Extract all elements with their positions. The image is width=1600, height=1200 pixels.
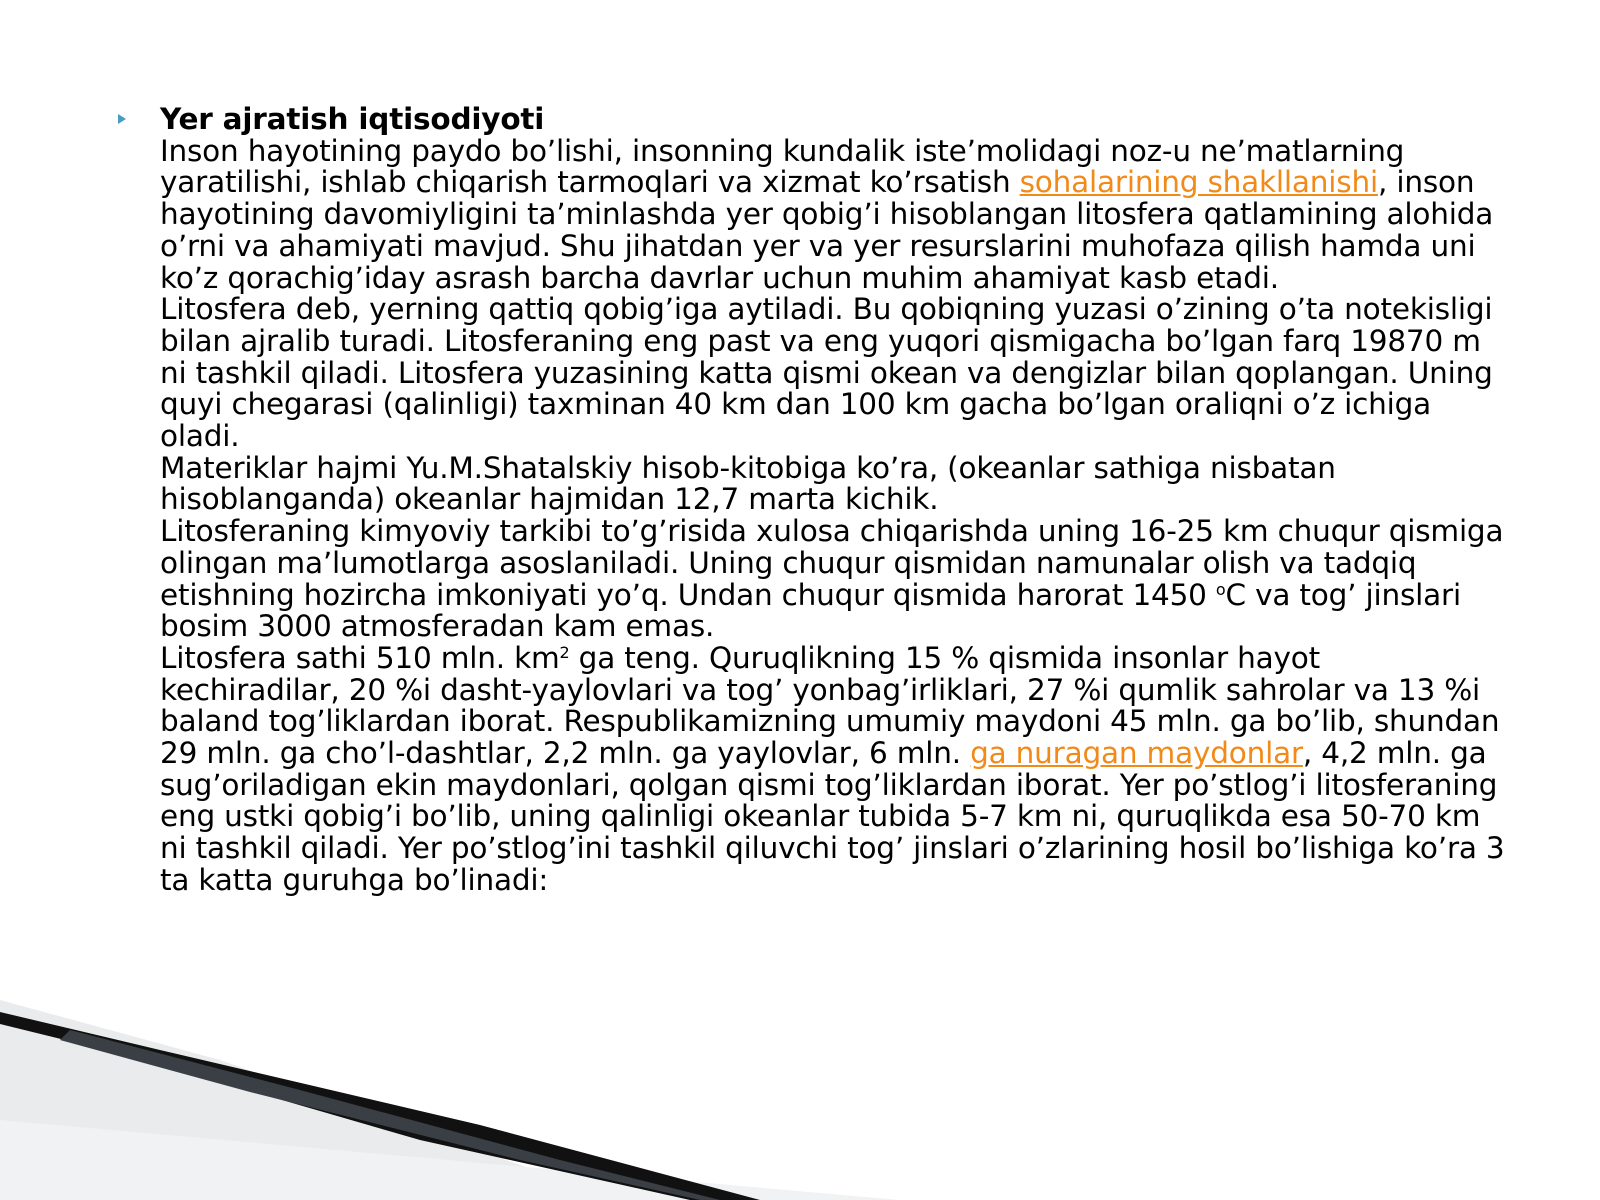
paragraph-1-text-a: Inson hayotining paydo bo’lishi, insonning kundalik iste’molidagi noz-u ne’matlarning yaratilishi, ishlab chiqarish tarmoqlari va xizmat ko’rsatish <box>160 133 1405 200</box>
link-sohalarining-shakllanishi[interactable]: sohalarining shakllanishi <box>1019 165 1378 200</box>
slide-heading: Yer ajratish iqtisodiyoti <box>160 102 545 136</box>
paragraph-5-text-b: ga teng. Quruqlikning 15 % qismida insonlar hayot kechiradilar, 20 %i dasht-yaylovlari va tog’ yonbag’irliklari, 27 %i qumlik sahrolar va 13 %i baland tog’liklardan iborat. Respublikamizning umumiy maydoni 45 mln. ga bo’lib, shundan 29 mln. ga cho’l-dashtlar, 2,2 mln. ga yaylovlar, 6 mln. <box>160 640 1500 771</box>
paragraph-3: Materiklar hajmi Yu.M.Shatalskiy hisob-kitobiga ko’ra, (okeanlar sathiga nisbatan hisoblanganda) okeanlar hajmidan 12,7 marta kichik. <box>160 450 1336 517</box>
paragraph-5-text-c: , 4,2 mln. ga sug’oriladigan ekin maydonlari, qolgan qismi tog’liklardan iborat. Yer po’stlog’i litosferaning eng ustki qobig’i bo’lib, uning qalinligi okeanlar tubida 5-7 km ni, quruqlikda esa 50-70 km ni tashkil qiladi. Yer po’stlog’ini tashkil qiluvchi tog’ jinslari o’zlarining hosil bo’lishiga ko’ra 3 ta katta guruhga bo’linadi: <box>160 736 1505 897</box>
paragraph-2: Litosfera deb, yerning qattiq qobig’iga aytiladi. Bu qobiqning yuzasi o’zining o’ta notekisligi bilan ajralib turadi. Litosferaning eng past va eng yuqori qismigacha bo’lgan farq 19870 m ni tashkil qiladi. Litosfera yuzasining katta qismi okean va dengizlar bilan qoplangan. Uning quyi chegarasi (qalinligi) taxminan 40 km dan 100 km gacha bo’lgan oraliqni o’z ichiga oladi. <box>160 292 1493 454</box>
paragraph-5 <box>160 640 1508 897</box>
decorative-swoosh <box>0 1000 1600 1200</box>
paragraph-4-text-b: C va tog’ jinslari bosim 3000 atmosferadan kam emas. <box>160 577 1461 644</box>
paragraph-1 <box>160 133 1508 295</box>
link-ga-nuragan-maydonlar[interactable]: ga nuragan maydonlar <box>970 736 1303 771</box>
paragraph-5-text-a: Litosfera sathi 510 mln. km <box>160 640 560 675</box>
paragraph-4-text-a: Litosferaning kimyoviy tarkibi to’g’risida xulosa chiqarishda uning 16-25 km chuqur qismiga olingan ma’lumotlarga asoslaniladi. Uning chuqur qismidan namunalar olish va tadqiq etishning hozircha imkoniyati yo’q. Undan chuqur qismida harorat 1450 <box>160 514 1504 612</box>
squared-superscript: 2 <box>559 642 570 662</box>
paragraph-4 <box>160 516 1508 643</box>
degree-superscript: o <box>1215 579 1226 599</box>
bullet-text <box>160 104 1508 897</box>
paragraph-1-text-b: , inson hayotining davomiyligini ta’minlashda yer qobig’i hisoblangan litosfera qatlamining alohida o’rni va ahamiyati mavjud. Shu jihatdan yer va yer resurslarini muhofaza qilish hamda uni ko’z qorachig’iday asrash barcha davrlar uchun muhim ahamiyat kasb etadi. <box>160 165 1494 295</box>
bullet-arrow-icon <box>118 114 126 124</box>
bullet-content <box>118 104 1508 897</box>
